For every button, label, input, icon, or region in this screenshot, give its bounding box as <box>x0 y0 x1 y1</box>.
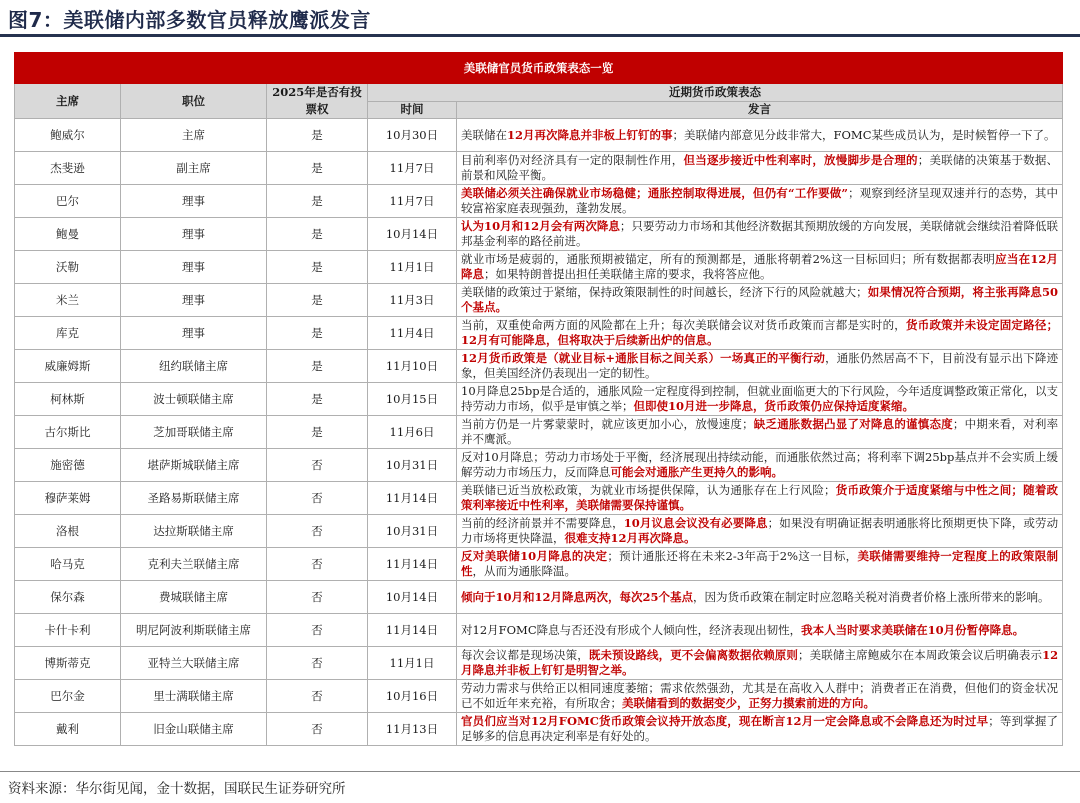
statement-phrase: 目前利率仍对经济具有一定的限制性作用， <box>461 153 684 167</box>
statement-text <box>457 284 1063 317</box>
official-position: 亚特兰大联储主席 <box>121 647 267 680</box>
official-position: 费城联储主席 <box>121 581 267 614</box>
highlighted-phrase: 12月货币政策是（就业目标+通胀目标之间关系）一场真正的平衡行动 <box>461 351 826 365</box>
highlighted-phrase: 10月议息会议没有必要降息 <box>623 516 768 530</box>
official-position: 主席 <box>121 119 267 152</box>
statement-date: 11月1日 <box>368 647 457 680</box>
header-vote: 2025年是否有投票权 <box>267 84 368 119</box>
statement-date: 11月10日 <box>368 350 457 383</box>
table-row <box>15 218 1063 251</box>
statement-text <box>457 218 1063 251</box>
official-name: 库克 <box>15 317 121 350</box>
statement-phrase: 每次会议都是现场决策， <box>461 648 589 662</box>
highlighted-phrase: 反对美联储10月降息的决定 <box>461 549 608 563</box>
voting-right: 是 <box>267 152 368 185</box>
official-name: 洛根 <box>15 515 121 548</box>
statement-text <box>457 383 1063 416</box>
statement-phrase: ；观察到经济呈现双速并行的态势，其中较富裕家庭表现强劲，蓬勃发展。 <box>461 186 1059 215</box>
statement-phrase: 美联储的政策过于紧缩，保持政策限制性的时间越长，经济下行的风险就越大； <box>461 285 868 299</box>
highlighted-phrase: 美联储需要维持一定程度上的政策限制性 <box>461 549 1059 578</box>
statement-text <box>457 713 1063 746</box>
statement-phrase: 对12月FOMC降息与否还没有形成个人倾向性，经济表现出韧性， <box>461 622 802 637</box>
statement-date: 11月7日 <box>368 185 457 218</box>
statement-phrase: 反对10月降息；劳动力市场处于平衡，经济展现出持续动能，而通胀依然过高；将利率下调25bp基点并不会实质上缓解劳动力市场压力，反而降息 <box>461 450 1059 479</box>
header-chair: 主席 <box>15 84 121 119</box>
statement-text <box>457 482 1063 515</box>
table-row <box>15 350 1063 383</box>
voting-right: 否 <box>267 647 368 680</box>
highlighted-phrase: 既未预设路线，更不会偏离数据依赖原则 <box>588 648 799 662</box>
official-position: 明尼阿波利斯联储主席 <box>121 614 267 647</box>
statement-phrase: 劳动力需求与供给正以相同速度萎缩；需求依然强劲，尤其是在高收入人群中；消费者正在消费，但他们的资金状况已不如近年来充裕，有所取舍； <box>461 681 1059 710</box>
official-position: 达拉斯联储主席 <box>121 515 267 548</box>
voting-right: 否 <box>267 614 368 647</box>
highlighted-phrase: 官员们应当对12月FOMC货币政策会议持开放态度，现在断言12月一定会降息或不会降息还为时过早 <box>461 714 989 728</box>
voting-right: 是 <box>267 218 368 251</box>
official-name: 巴尔金 <box>15 680 121 713</box>
table-title: 美联储官员货币政策表态一览 <box>15 53 1063 84</box>
official-name: 卡什卡利 <box>15 614 121 647</box>
statement-date: 11月13日 <box>368 713 457 746</box>
statement-date: 11月14日 <box>368 548 457 581</box>
table-row <box>15 416 1063 449</box>
statement-text <box>457 581 1063 614</box>
official-position: 理事 <box>121 218 267 251</box>
table-row <box>15 284 1063 317</box>
statement-text <box>457 449 1063 482</box>
statement-date: 10月30日 <box>368 119 457 152</box>
statement-text <box>457 416 1063 449</box>
highlighted-phrase: 如果情况符合预期，将主张再降息50个基点。 <box>461 285 1059 314</box>
table-row <box>15 119 1063 152</box>
table-row <box>15 548 1063 581</box>
highlighted-phrase: 可能会对通胀产生更持久的影响。 <box>610 465 783 479</box>
statement-phrase: 当前的经济前景并不需要降息， <box>461 516 624 530</box>
statement-phrase: ；如果特朗普提出担任美联储主席的要求，我将答应他。 <box>484 267 772 281</box>
statement-date: 10月15日 <box>368 383 457 416</box>
officials-table <box>14 52 1063 746</box>
official-position: 理事 <box>121 185 267 218</box>
highlighted-phrase: 美联储看到的数据变少，正努力摸索前进的方向。 <box>622 696 875 710</box>
voting-right: 是 <box>267 317 368 350</box>
voting-right: 否 <box>267 713 368 746</box>
highlighted-phrase: 12月再次降息并非板上钉钉的事 <box>507 127 673 142</box>
official-position: 芝加哥联储主席 <box>121 416 267 449</box>
table-row <box>15 515 1063 548</box>
statement-phrase: ；美联储的决策基于数据、前景和风险平衡。 <box>461 153 1059 182</box>
voting-right: 是 <box>267 185 368 218</box>
statement-phrase: ；美联储主席鲍威尔在本周政策会议后明确表示 <box>798 648 1043 662</box>
official-name: 沃勒 <box>15 251 121 284</box>
official-name: 博斯蒂克 <box>15 647 121 680</box>
table-row <box>15 383 1063 416</box>
statement-text <box>457 317 1063 350</box>
voting-right: 是 <box>267 383 368 416</box>
header-speech: 发言 <box>457 101 1063 119</box>
voting-right: 是 <box>267 251 368 284</box>
official-position: 理事 <box>121 284 267 317</box>
statement-date: 11月3日 <box>368 284 457 317</box>
statement-phrase: ；中期来看，对利率并不鹰派。 <box>461 417 1059 446</box>
official-position: 旧金山联储主席 <box>121 713 267 746</box>
official-name: 戴利 <box>15 713 121 746</box>
official-name: 鲍威尔 <box>15 119 121 152</box>
statement-phrase: 就业市场是疲弱的，通胀预期被锚定，所有的预测都是，通胀将朝着2%这一目标回归；所有数据都表明 <box>461 252 996 266</box>
statement-phrase: ，通胀仍然居高不下，目前没有显示出下降迹象，但美国经济仍表现出一定的韧性。 <box>461 351 1059 380</box>
statement-date: 11月6日 <box>368 416 457 449</box>
table-row <box>15 251 1063 284</box>
voting-right: 否 <box>267 515 368 548</box>
table-row <box>15 680 1063 713</box>
statement-date: 10月14日 <box>368 581 457 614</box>
statement-date: 11月14日 <box>368 482 457 515</box>
statement-text <box>457 680 1063 713</box>
official-name: 施密德 <box>15 449 121 482</box>
statement-phrase: ；美联储内部意见分歧非常大，FOMC某些成员认为，是时候暂停一下了。 <box>672 127 1056 142</box>
table-row <box>15 185 1063 218</box>
table-row <box>15 614 1063 647</box>
official-position: 纽约联储主席 <box>121 350 267 383</box>
official-position: 堪萨斯城联储主席 <box>121 449 267 482</box>
statement-phrase: 美联储在 <box>461 127 507 142</box>
statement-date: 11月1日 <box>368 251 457 284</box>
statement-phrase: ，从而为通胀降温。 <box>472 564 576 578</box>
statement-date: 11月14日 <box>368 614 457 647</box>
official-name: 穆萨莱姆 <box>15 482 121 515</box>
voting-right: 是 <box>267 284 368 317</box>
highlighted-phrase: 我本人当时要求美联储在10月份暂停降息。 <box>801 622 1025 637</box>
highlighted-phrase: 但当逐步接近中性利率时，放慢脚步是合理的 <box>683 153 918 167</box>
table-row <box>15 482 1063 515</box>
statement-date: 11月4日 <box>368 317 457 350</box>
table-body <box>15 119 1063 746</box>
statement-date: 10月16日 <box>368 680 457 713</box>
voting-right: 是 <box>267 119 368 152</box>
statement-phrase: ；预计通胀还将在未来2-3年高于2%这一目标， <box>607 549 858 563</box>
official-name: 哈马克 <box>15 548 121 581</box>
table-row <box>15 581 1063 614</box>
statement-phrase: 当前，双重使命两方面的风险都在上升；每次美联储会议对货币政策而言都是实时的， <box>461 318 907 332</box>
official-name: 柯林斯 <box>15 383 121 416</box>
voting-right: 否 <box>267 482 368 515</box>
voting-right: 否 <box>267 548 368 581</box>
title-underline <box>0 34 1080 37</box>
highlighted-phrase: 很难支持12月再次降息。 <box>564 531 696 545</box>
voting-right: 否 <box>267 581 368 614</box>
statement-date: 11月7日 <box>368 152 457 185</box>
voting-right: 否 <box>267 449 368 482</box>
highlighted-phrase: 应当在12月降息 <box>461 252 1059 281</box>
statement-text <box>457 185 1063 218</box>
statement-text <box>457 614 1063 647</box>
statement-phrase: ；如果没有明确证据表明通胀将比预期更快下降，或劳动力市场将更快降温， <box>461 516 1059 545</box>
statement-text <box>457 119 1063 152</box>
official-position: 理事 <box>121 251 267 284</box>
source-note: 资料来源：华尔街见闻，金十数据，国联民生证券研究所 <box>8 781 346 797</box>
highlighted-phrase: 12月降息并非板上钉钉是明智之举。 <box>461 648 1059 677</box>
highlighted-phrase: 认为10月和12月会有两次降息 <box>461 219 620 233</box>
highlighted-phrase: 货币政策介于适度紧缩与中性之间；随着政策利率接近中性利率，美联储需要保持谨慎。 <box>461 483 1059 512</box>
official-position: 波士顿联储主席 <box>121 383 267 416</box>
official-name: 巴尔 <box>15 185 121 218</box>
statement-phrase: 美联储已近当放松政策，为就业市场提供保障，认为通胀存在上行风险； <box>461 483 836 497</box>
table-row <box>15 449 1063 482</box>
official-position: 圣路易斯联储主席 <box>121 482 267 515</box>
statement-date: 10月14日 <box>368 218 457 251</box>
statement-phrase: ；只要劳动力市场和其他经济数据其预期放缓的方向发展，美联储就会继续沿着降低联邦基金利率的路径前进。 <box>461 219 1059 248</box>
statement-text <box>457 515 1063 548</box>
statement-date: 10月31日 <box>368 449 457 482</box>
statement-phrase: 10月降息25bp是合适的，通胀风险一定程度得到控制，但就业面临更大的下行风险，今年适度调整政策正常化，以支持劳动力市场，似乎是审慎之举； <box>461 384 1059 413</box>
highlighted-phrase: 货币政策并未设定固定路径；12月有可能降息，但将取决于后续新出炉的信息。 <box>461 318 1059 347</box>
highlighted-phrase: 缺乏通胀数据凸显了对降息的谨慎态度 <box>753 417 953 431</box>
official-name: 古尔斯比 <box>15 416 121 449</box>
header-position: 职位 <box>121 84 267 119</box>
header-recent-stance: 近期货币政策表态 <box>368 84 1063 102</box>
statement-text <box>457 350 1063 383</box>
statement-date: 10月31日 <box>368 515 457 548</box>
figure-title: 图7：美联储内部多数官员释放鹰派发言 <box>8 8 371 32</box>
official-name: 威廉姆斯 <box>15 350 121 383</box>
footer-divider <box>0 771 1080 772</box>
official-name: 米兰 <box>15 284 121 317</box>
official-position: 理事 <box>121 317 267 350</box>
statement-text <box>457 548 1063 581</box>
voting-right: 是 <box>267 350 368 383</box>
official-position: 克利夫兰联储主席 <box>121 548 267 581</box>
statement-text <box>457 152 1063 185</box>
voting-right: 否 <box>267 680 368 713</box>
highlighted-phrase: 美联储必须关注确保就业市场稳健；通胀控制取得进展，但仍有“工作要做” <box>461 186 849 200</box>
official-name: 保尔森 <box>15 581 121 614</box>
table-row <box>15 317 1063 350</box>
voting-right: 是 <box>267 416 368 449</box>
official-name: 杰斐逊 <box>15 152 121 185</box>
table-row <box>15 152 1063 185</box>
statement-text <box>457 647 1063 680</box>
table-row <box>15 647 1063 680</box>
highlighted-phrase: 但即使10月进一步降息，货币政策仍应保持适度紧缩。 <box>633 399 915 413</box>
statement-phrase: ，因为货币政策在制定时应忽略关税对消费者价格上涨所带来的影响。 <box>693 589 1050 604</box>
statement-phrase: 当前方仍是一片雾蒙蒙时，就应该更加小心，放慢速度； <box>461 417 754 431</box>
official-position: 副主席 <box>121 152 267 185</box>
table-row <box>15 713 1063 746</box>
official-position: 里士满联储主席 <box>121 680 267 713</box>
highlighted-phrase: 倾向于10月和12月降息两次，每次25个基点 <box>461 589 694 604</box>
official-name: 鲍曼 <box>15 218 121 251</box>
statement-phrase: ；等到掌握了足够多的信息再决定利率是有好处的。 <box>461 714 1059 743</box>
statement-text <box>457 251 1063 284</box>
header-time: 时间 <box>368 101 457 119</box>
